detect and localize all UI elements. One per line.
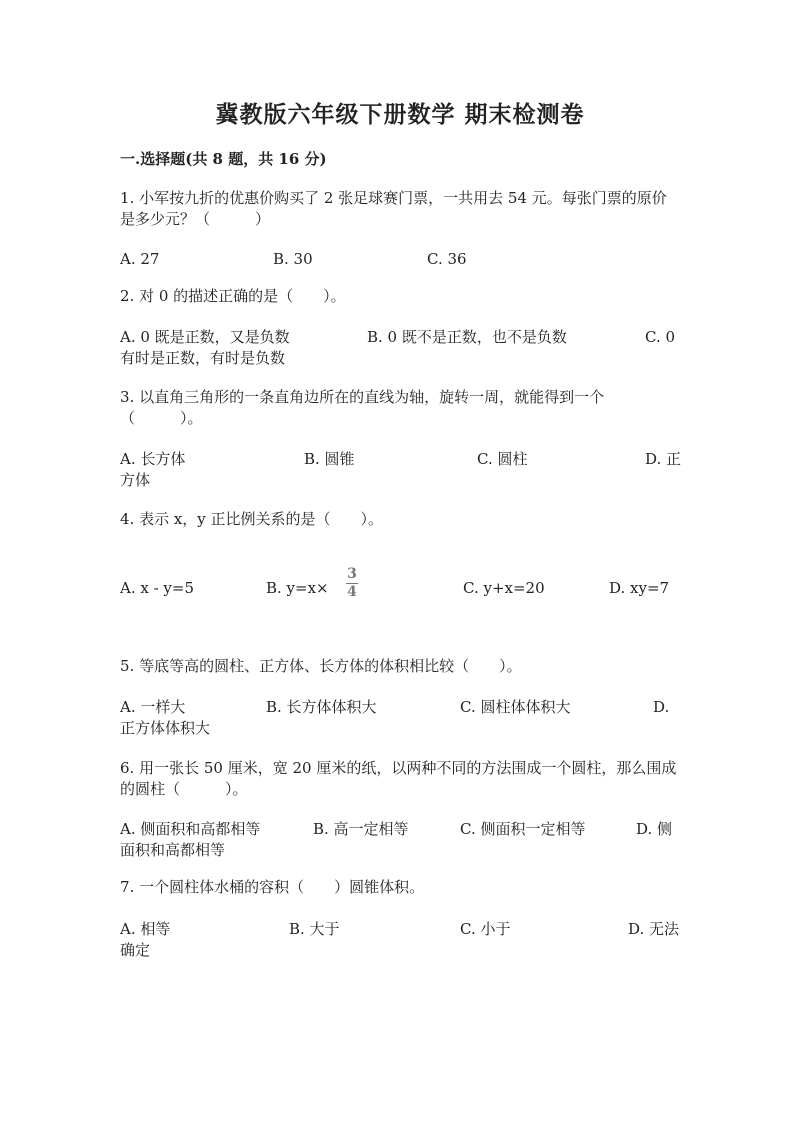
fraction-three-quarters bbox=[346, 566, 358, 601]
page-title: 冀教版六年级下册数学 期末检测卷 bbox=[215, 101, 585, 128]
option-b[interactable]: B. 长方体体积大 bbox=[266, 698, 377, 716]
option-d-continued: 面积和高都相等 bbox=[120, 841, 226, 859]
option-c-continued: 有时是正数，有时是负数 bbox=[120, 349, 286, 367]
option-b-label: B. y=x× bbox=[266, 579, 329, 597]
option-b[interactable]: B. 圆锥 bbox=[304, 450, 355, 468]
question-5-options bbox=[120, 697, 680, 739]
option-b[interactable]: B. 0 既不是正数，也不是负数 bbox=[367, 328, 567, 346]
question-6: 6. 用一张长 50 厘米，宽 20 厘米的纸，以两种不同的方法围成一个圆柱，那么围成的圆柱（ ）。 bbox=[120, 759, 677, 798]
option-d[interactable]: D. 正 bbox=[645, 450, 682, 468]
fraction-denominator: 4 bbox=[347, 584, 357, 600]
option-c[interactable]: C. 侧面积一定相等 bbox=[460, 820, 586, 838]
option-c[interactable]: C. 36 bbox=[427, 250, 467, 268]
option-d[interactable]: D. bbox=[653, 698, 670, 716]
option-c[interactable]: C. 0 bbox=[645, 328, 676, 346]
question-3-options bbox=[120, 449, 680, 491]
question-7: 7. 一个圆柱体水桶的容积（ ）圆锥体积。 bbox=[120, 878, 425, 896]
option-b[interactable]: B. 高一定相等 bbox=[313, 820, 409, 838]
question-6-options bbox=[120, 819, 680, 861]
option-a[interactable]: A. x - y=5 bbox=[120, 579, 195, 597]
option-a[interactable]: A. 侧面积和高都相等 bbox=[120, 820, 261, 838]
question-7-options bbox=[120, 919, 680, 961]
option-c[interactable]: C. y+x=20 bbox=[463, 579, 545, 597]
section-heading: 一.选择题(共 8 题，共 16 分) bbox=[120, 150, 327, 168]
option-a[interactable]: A. 27 bbox=[120, 250, 160, 268]
option-b[interactable]: B. 大于 bbox=[289, 920, 340, 938]
option-a[interactable]: A. 相等 bbox=[120, 920, 171, 938]
question-2-options bbox=[120, 327, 680, 369]
question-2: 2. 对 0 的描述正确的是（ ）。 bbox=[120, 287, 346, 305]
option-c[interactable]: C. 小于 bbox=[460, 920, 511, 938]
option-c[interactable]: C. 圆柱体体积大 bbox=[460, 698, 571, 716]
option-b[interactable] bbox=[266, 578, 329, 599]
option-d[interactable]: D. xy=7 bbox=[609, 579, 670, 597]
option-b[interactable]: B. 30 bbox=[273, 250, 313, 268]
option-a[interactable]: A. 0 既是正数，又是负数 bbox=[120, 328, 290, 346]
option-d[interactable]: D. 无法 bbox=[628, 920, 680, 938]
question-5: 5. 等底等高的圆柱、正方体、长方体的体积相比较（ ）。 bbox=[120, 657, 522, 675]
option-c[interactable]: C. 圆柱 bbox=[477, 450, 528, 468]
option-d-continued: 方体 bbox=[120, 471, 151, 489]
option-d-continued: 确定 bbox=[120, 941, 151, 959]
fraction-numerator: 3 bbox=[347, 566, 357, 582]
question-1: 1. 小军按九折的优惠价购买了 2 张足球赛门票，一共用去 54 元。每张门票的原价是多少元？（ ） bbox=[120, 189, 667, 228]
option-d[interactable]: D. 侧 bbox=[636, 820, 673, 838]
question-4-options bbox=[120, 566, 680, 620]
option-d-continued: 正方体体积大 bbox=[120, 719, 211, 737]
question-1-options bbox=[120, 249, 680, 291]
option-a[interactable]: A. 长方体 bbox=[120, 450, 186, 468]
question-3: 3. 以直角三角形的一条直角边所在的直线为轴，旋转一周，就能得到一个（ ）。 bbox=[120, 388, 605, 427]
question-4: 4. 表示 x，y 正比例关系的是（ ）。 bbox=[120, 510, 384, 528]
option-a[interactable]: A. 一样大 bbox=[120, 698, 186, 716]
